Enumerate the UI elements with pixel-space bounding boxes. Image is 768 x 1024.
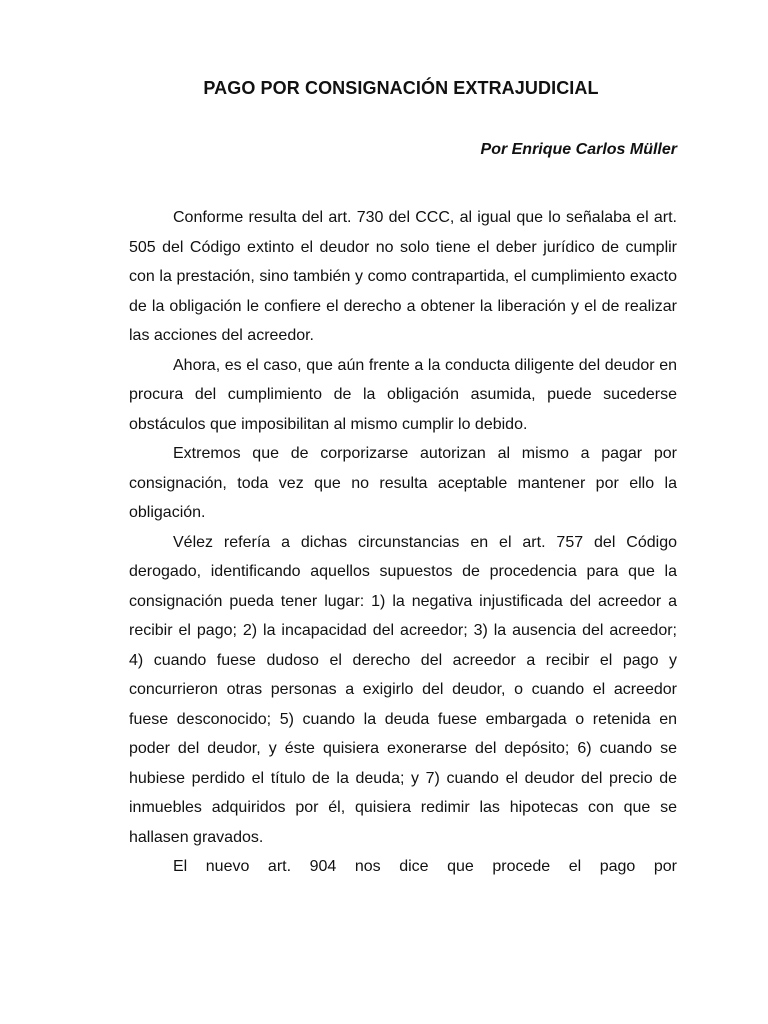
paragraph-1: Conforme resulta del art. 730 del CCC, al igual que lo señalaba el art. 505 del Código extinto el deudor no solo tiene el deber jurídico de cumplir con la prestación, sino también y como contrapartida, el cumplimiento exacto de la obligación le confiere el derecho a obtener la liberación y el de realizar las acciones del acreedor. [129,209,677,344]
document-body [129,203,677,882]
paragraph-2: Ahora, es el caso, que aún frente a la conducta diligente del deudor en procura del cumplimiento de la obligación asumida, puede sucederse obstáculos que imposibilitan al mismo cumplir lo debido. [129,356,677,433]
paragraph-4: Vélez refería a dichas circunstancias en el art. 757 del Código derogado, identificando aquellos supuestos de procedencia para que la consignación pueda tener lugar: 1) la negativa injustificada del acreedor a recibir el pago; 2) la incapacidad del acreedor; 3) la ausencia del acreedor; 4) cuando fuese dudoso el derecho del acreedor a recibir el pago y concurrieron otras personas a exigirlo del deudor, o cuando el acreedor fuese desconocido; 5) cuando la deuda fuese embargada o retenida en poder del deudor, y éste quisiera exonerarse del depósito; 6) cuando se hubiese perdido el título de la deuda; y 7) cuando el deudor del precio de inmuebles adquiridos por él, quisiera redimir las hipotecas con que se hallasen gravados. [129,533,677,846]
paragraph-3: Extremos que de corporizarse autorizan al mismo a pagar por consignación, toda vez que no resulta aceptable mantener por ello la obligación. [129,445,677,521]
document-title: PAGO POR CONSIGNACIÓN EXTRAJUDICIAL [203,78,599,98]
document-author: Por Enrique Carlos Müller [480,141,677,158]
paragraph-5: El nuevo art. 904 nos dice que procede el pago por [173,858,677,875]
